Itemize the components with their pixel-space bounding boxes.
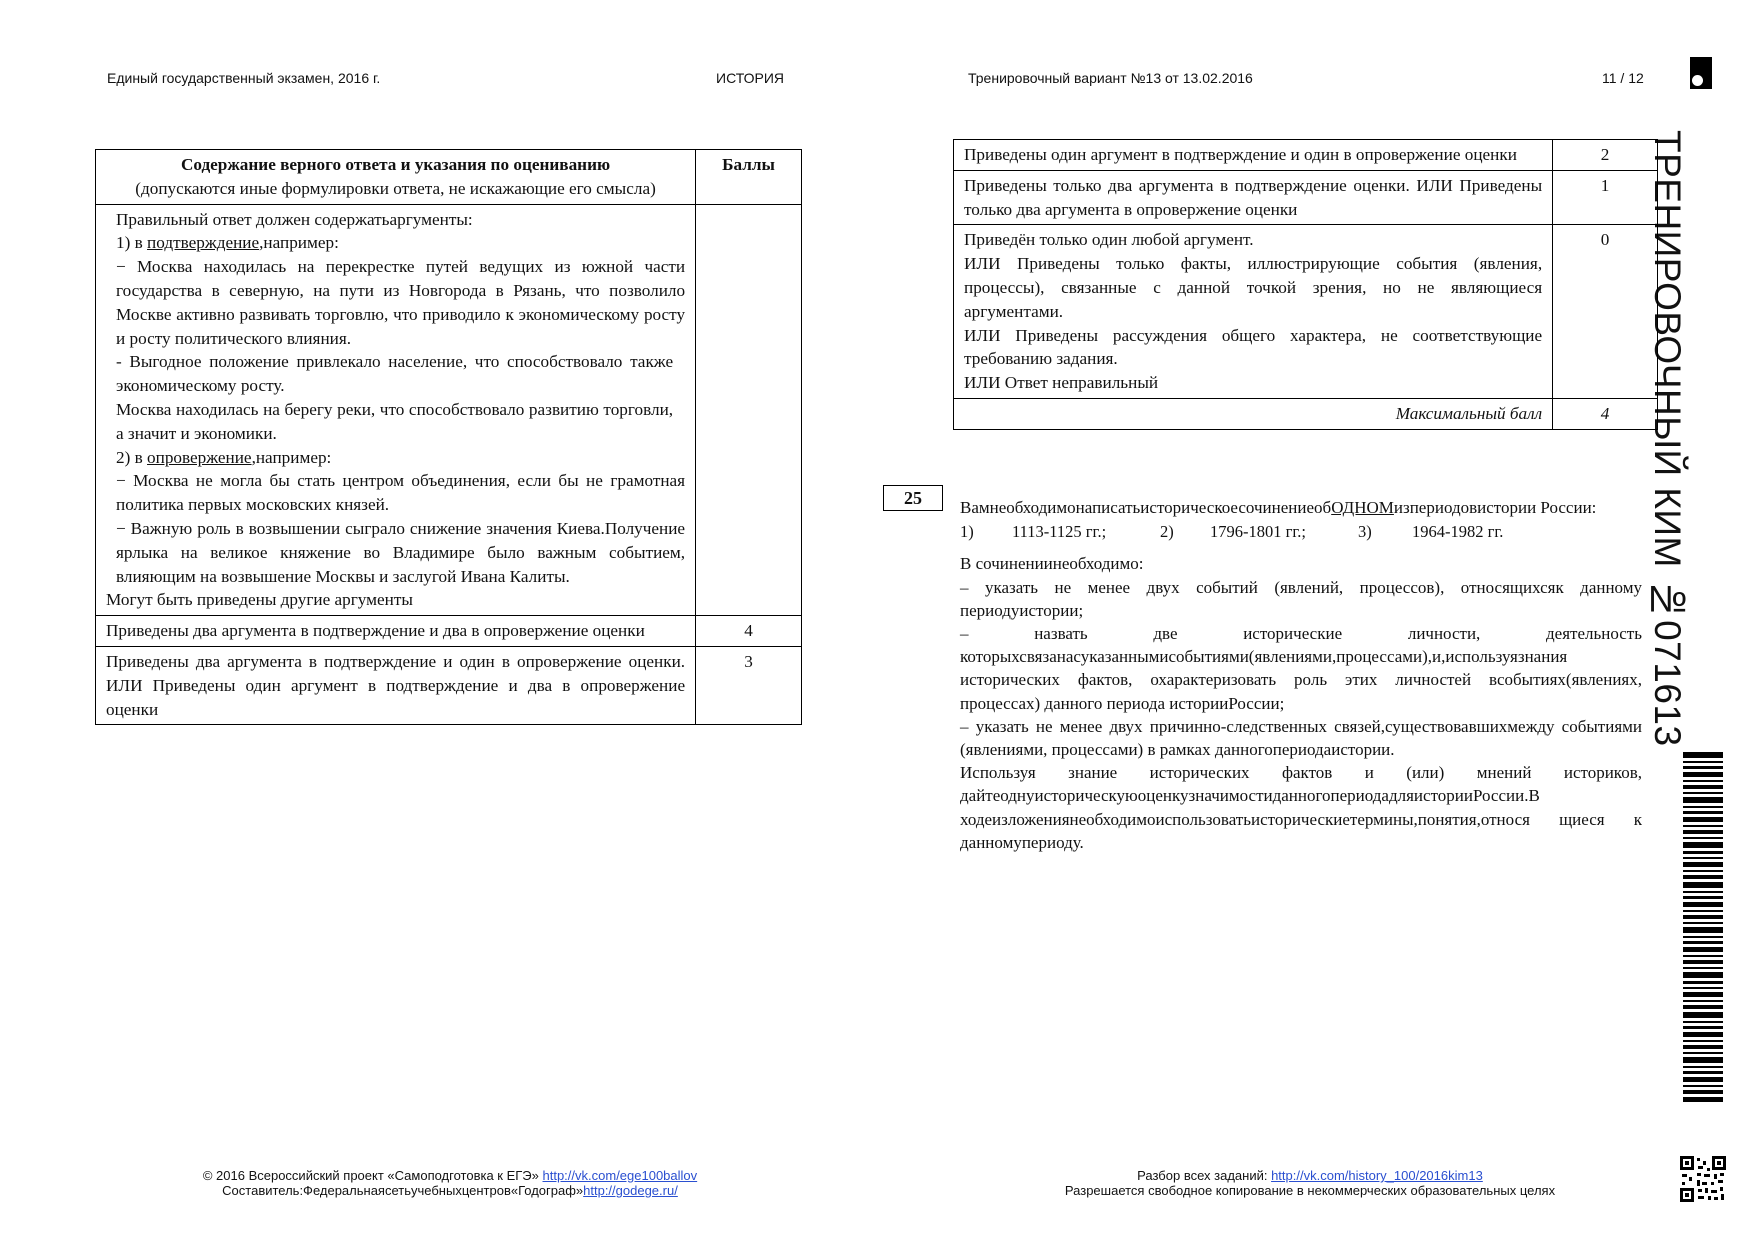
score-row-1: [954, 170, 1658, 225]
confirmation-heading: 1) в подтверждение,например:: [116, 233, 339, 253]
period-range: 1796-1801 гг.;: [1210, 522, 1307, 542]
score-criterion: Приведены два аргумента в подтверждение и два в опровержение оценки: [96, 616, 696, 647]
score-points: 3: [696, 646, 802, 724]
period-number: 1): [960, 522, 974, 542]
max-score-row: [954, 398, 1658, 429]
footer-right: [1000, 1168, 1620, 1198]
footer-link-vk[interactable]: http://vk.com/ege100ballov: [542, 1168, 698, 1183]
other-arguments-note: Могут быть приведены другие аргументы: [106, 590, 413, 610]
header-variant: Тренировочный вариант №13 от 13.02.2016: [968, 70, 1253, 86]
requirement-2: – назвать две исторические личности, деятельность которыхсвязанасуказаннымисобытиями(явлениями,процессами),и,используязнания исторических фактов, охарактеризовать роль этих личностей всобытиях(явлениях, процессах) данного периода историиРоссии;: [960, 624, 1642, 713]
period-number: 3): [1358, 522, 1372, 542]
footer-review-label: Разбор всех заданий:: [1137, 1168, 1272, 1183]
barcode-icon: [1683, 752, 1723, 1102]
corner-marker-icon: [1690, 57, 1712, 89]
score-points: 2: [1553, 140, 1658, 171]
confirmation-argument-3: Москва находилась на берегу реки, что способствовало развитию торговли, а значит и экономики.: [116, 399, 674, 443]
task-25-text: [960, 496, 1642, 854]
score-row-4: [96, 616, 802, 647]
side-title: ТРЕНИРОВОЧНЫЙ КИМ №071613: [1647, 130, 1688, 747]
score-criterion: Приведены только два аргумента в подтверждение оценки. ИЛИ Приведены только два аргумента в опровержение оценки: [954, 170, 1553, 225]
confirmation-argument-2: - Выгодное положение привлекало население, что способствовало также экономическому росту.: [116, 352, 674, 396]
footer-author: Составитель:Федеральнаясетьучебныхцентров«Годограф»: [222, 1183, 584, 1198]
score-points: 4: [696, 616, 802, 647]
score-row-2: [954, 140, 1658, 171]
header-exam: Единый государственный экзамен, 2016 г.: [107, 70, 381, 86]
requirement-3: – указать не менее двух причинно-следственных связей,существовавшихмежду событиями (явлениями, процессами) в рамках данногопериодаистории.: [960, 716, 1642, 760]
footer-copy-note: Разрешается свободное копирование в некоммерческих образовательных целях: [1064, 1183, 1556, 1198]
period-range: 1964-1982 гг.: [1412, 522, 1504, 542]
criterion-line: ИЛИ Приведены рассуждения общего характера, не соответствующие требованию задания.: [964, 325, 1543, 369]
header-subject: ИСТОРИЯ: [716, 70, 785, 86]
answer-content-cell: [96, 204, 696, 616]
period-range: 1113-1125 гг.;: [1012, 522, 1107, 542]
criteria-header-note: (допускаются иные формулировки ответа, не искажающие его смысла): [135, 178, 656, 198]
score-row-3: [96, 646, 802, 724]
table-header-row: [96, 150, 802, 205]
criterion-line: Приведён только один любой аргумент.: [964, 230, 1254, 250]
score-criterion: Приведены два аргумента в подтверждение и один в опровержение оценки. ИЛИ Приведены один аргумент в подтверждение и два в опровержение оценки: [96, 646, 696, 724]
footer-link-review[interactable]: http://vk.com/history_100/2016kim13: [1271, 1168, 1483, 1183]
requirement-4: Используя знание исторических фактов и (или) мнений историков, дайтеоднуисторическуюоценкузначимостиданногопериодадляисторииРоссии.В ходеизложениянеобходимоиспользоватьисторическиетермины,понятия,относя щиеся к данномупериоду.: [960, 763, 1642, 852]
requirements-heading: В сочинениинеобходимо:: [960, 554, 1144, 574]
requirement-1: – указать не менее двух событий (явлений, процессов), относящихсяк данному периодуистории;: [960, 577, 1642, 620]
score-criterion: [954, 225, 1553, 399]
scoring-table-right: [953, 139, 1658, 430]
qr-code-icon: [1680, 1156, 1726, 1202]
period-list: [960, 520, 1642, 543]
answer-points-cell: [696, 204, 802, 616]
score-criterion: Приведены один аргумент в подтверждение и один в опровержение оценки: [954, 140, 1553, 171]
criterion-line: ИЛИ Приведены только факты, иллюстрирующие события (явления, процессы), связанные с данной точкой зрения, но не являющиеся аргументами.: [964, 254, 1543, 321]
period-number: 2): [1160, 522, 1174, 542]
score-row-0: [954, 225, 1658, 399]
footer-left: [120, 1168, 780, 1198]
footer-copyright: © 2016 Всероссийский проект «Самоподготовка к ЕГЭ»: [202, 1168, 543, 1183]
criterion-line: ИЛИ Ответ неправильный: [964, 373, 1159, 393]
header-page-number: 11 / 12: [1602, 70, 1644, 86]
criteria-header-cell: [96, 150, 696, 205]
score-points: 1: [1553, 170, 1658, 225]
confirmation-argument-1: − Москва находилась на перекрестке путей ведущих из южной части государства в северную, на пути из Новгорода в Рязань, что позволило Москве активно развивать торговлю, что приводило к экономическому росту и росту политического влияния.: [116, 257, 686, 348]
refutation-argument-2: − Важную роль в возвышении сыграло снижение значения Киева.Получение ярлыка на великое княжение во Владимире было важным событием, влияющим на возвышение Москвы и заслугой Ивана Калиты.: [116, 518, 686, 586]
score-points: 0: [1553, 225, 1658, 399]
scoring-table-left: [95, 149, 802, 725]
footer-link-godege[interactable]: http://godege.ru/: [583, 1183, 678, 1198]
refutation-heading: 2) в опровержение,например:: [116, 447, 332, 467]
task-intro: ВамнеобходимонаписатьисторическоесочинениеобОДНОМизпериодовистории России:: [960, 498, 1597, 517]
refutation-argument-1: − Москва не могла бы стать центром объединения, если бы не грамотная политика первых московских князей.: [116, 471, 686, 515]
answer-content-row: [96, 204, 802, 616]
answer-intro: Правильный ответ должен содержатьаргументы:: [116, 209, 473, 229]
task-number-box: 25: [883, 485, 943, 511]
points-header: Баллы: [696, 150, 802, 205]
max-score-label: Максимальный балл: [954, 398, 1553, 429]
criteria-header-title: Содержание верного ответа и указания по оцениванию: [180, 155, 611, 174]
max-score-value: 4: [1553, 398, 1658, 429]
